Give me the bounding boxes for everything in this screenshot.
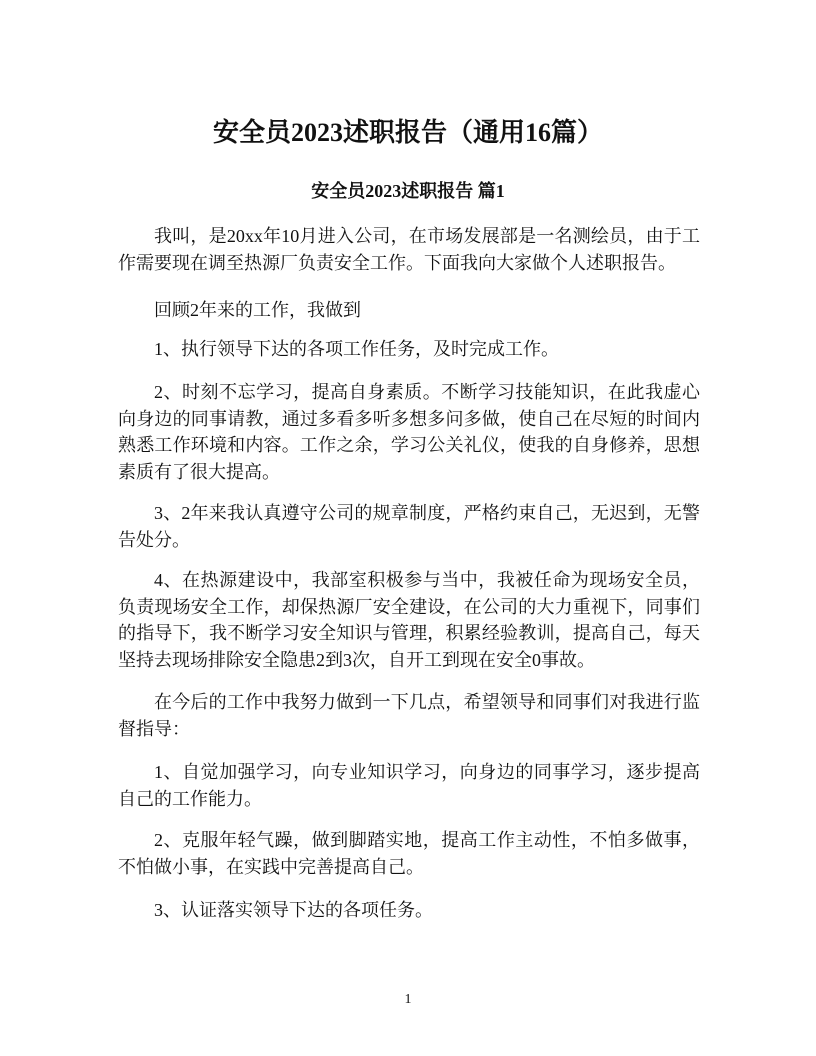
paragraph: 1、自觉加强学习，向专业知识学习，向身边的同事学习，逐步提高自己的工作能力。	[118, 762, 700, 809]
paragraph: 我叫，是20xx年10月进入公司，在市场发展部是一名测绘员，由于工作需要现在调至热源厂负责安全工作。下面我向大家做个人述职报告。	[118, 226, 700, 273]
paragraph: 2、克服年轻气躁，做到脚踏实地，提高工作主动性，不怕多做事，不怕做小事，在实践中完善提高自己。	[118, 830, 700, 877]
paragraph: 4、在热源建设中，我部室积极参与当中，我被任命为现场安全员，负责现场安全工作，却保热源厂安全建设，在公司的大力重视下，同事们的指导下，我不断学习安全知识与管理，积累经验教训，提高自己，每天坚持去现场排除安全隐患2到3次，自开工到现在安全0事故。	[118, 570, 700, 670]
section-title: 安全员2023述职报告 篇1	[311, 181, 505, 201]
page-number: 1	[404, 992, 412, 1007]
document-title: 安全员2023述职报告（通用16篇）	[212, 118, 603, 147]
paragraph: 3、认证落实领导下达的各项任务。	[154, 900, 433, 920]
paragraph: 2、时刻不忘学习，提高自身素质。不断学习技能知识，在此我虚心向身边的同事请教，通过多看多听多想多问多做，使自己在尽短的时间内熟悉工作环境和内容。工作之余，学习公关礼仪，使我的自身修养，思想素质有了很大提高。	[118, 382, 700, 482]
paragraph: 1、执行领导下达的各项工作任务，及时完成工作。	[154, 339, 559, 359]
paragraph: 3、2年来我认真遵守公司的规章制度，严格约束自己，无迟到，无警告处分。	[118, 503, 700, 550]
paragraph: 回顾2年来的工作，我做到	[154, 300, 361, 320]
paragraph: 在今后的工作中我努力做到一下几点，希望领导和同事们对我进行监督指导：	[118, 692, 700, 739]
